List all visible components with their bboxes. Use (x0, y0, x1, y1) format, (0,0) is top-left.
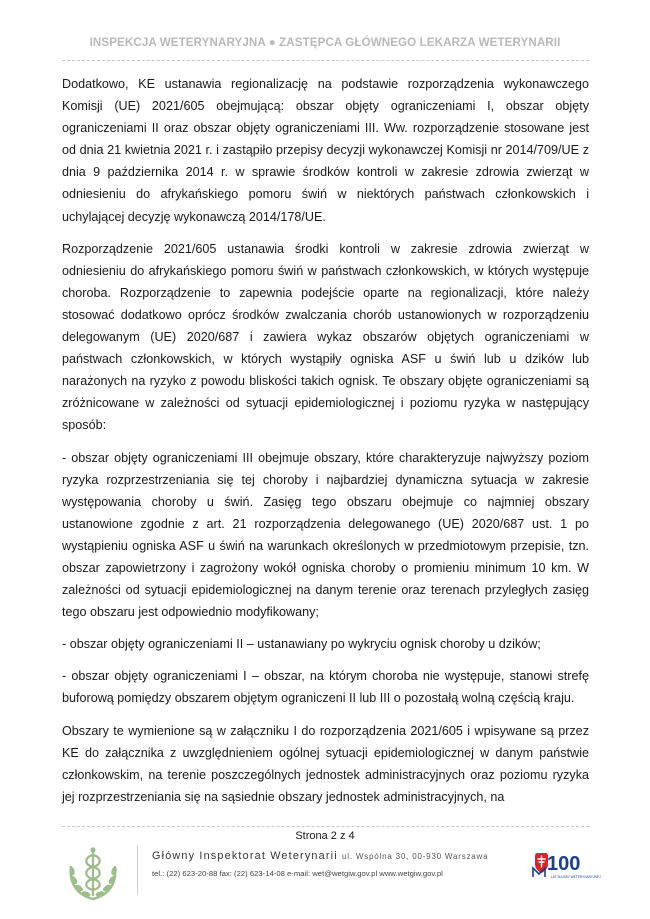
organization-name: Główny Inspektorat Weterynarii (152, 850, 338, 862)
100-years-veterinary-badge-icon (531, 850, 601, 882)
paragraph: - obszar objęty ograniczeniami II – ustanawiany po wykryciu ognisk choroby u dzików; (62, 637, 541, 652)
document-body (62, 73, 589, 818)
footer-organization (152, 850, 488, 862)
paragraph: Rozporządzenie 2021/605 ustanawia środki kontroli w zakresie zdrowia zwierząt w odniesieniu do afrykańskiego pomoru świń w państwach członkowskich, w których występuje choroba. Rozporządzenie to zapewnia podejście oparte na regionalizacji, które należy stosować dodatkowo oprócz środków zwalczania chorób ustanowionych w rozporządzeniu delegowanym (UE) 2020/687 i zawiera wykaz obszarów objętych ograniczeniami w państwach członkowskich, w których wystąpiły ogniska ASF u świń lub u dzików lub narażonych na ryzyko z powodu bliskości takich ognisk. Te obszary objęte ograniczeniami są zróżnicowane w zależności od sytuacji epidemiologicznej i poziomu ryzyka w następujący sposób: (62, 241, 589, 433)
paragraph: Dodatkowo, KE ustanawia regionalizację na podstawie rozporządzenia wykonawczego Komisji (UE) 2021/605 obejmującą: obszar objęty ograniczeniami I, obszar objęty ograniczeniami II oraz obszar objęty ograniczeniami III. Ww. rozporządzenie stosowane jest od dnia 21 kwietnia 2021 r. i zastąpiło przepisy decyzji wykonawczej Komisji nr 2014/709/UE z dnia 9 października 2014 r. w sprawie środków kontroli w zakresie zdrowia zwierząt w odniesieniu do afrykańskiego pomoru świń w niektórych państwach członkowskich i uchylającej decyzję wykonawczą 2014/178/UE. (62, 77, 589, 224)
veterinary-caduceus-laurel-icon (62, 843, 124, 905)
badge-caption: LAT SŁUŻBY WETERYNARYJNEJ (551, 875, 601, 879)
organization-address: ul. Wspólna 30, 00-930 Warszawa (342, 852, 489, 861)
header-divider (62, 60, 589, 61)
page-number: Strona 2 z 4 (295, 830, 355, 842)
page-header: INSPEKCJA WETERYNARYJNA ● ZASTĘPCA GŁÓWNEGO LEKARZA WETERYNARII (89, 36, 561, 49)
footer-contact: tel.: (22) 623-20-88 fax: (22) 623-14-08 e-mail: wet@wetgiw.gov.pl www.wetgiw.gov.pl (152, 869, 443, 878)
badge-number: 100 (547, 853, 581, 875)
footer-vertical-divider (137, 845, 138, 895)
paragraph: Obszary te wymienione są w załączniku I do rozporządzenia 2021/605 i wpisywane są przez KE do załącznika z uwzględnieniem ogólnej sytuacji epidemiologicznej w danym państwie członkowskim, na terenie poszczególnych jednostek administracyjnych oraz poziomu ryzyka jej rozprzestrzeniania się na sąsiednie obszary jednostek administracyjnych, na (62, 723, 589, 804)
paragraph: - obszar objęty ograniczeniami I – obszar, na którym choroba nie występuje, stanowi strefę buforową pomiędzy obszarem objętym ograniczeni II lub III o pozostałą wolną częścią kraju. (62, 669, 589, 706)
footer-divider (62, 826, 589, 827)
paragraph: - obszar objęty ograniczeniami III obejmuje obszary, które charakteryzuje najwyższy poziom ryzyka rozprzestrzeniania się tej choroby i najbardziej dynamiczna sytuacja w zakresie występowania choroby u świń. Zasięg tego obszaru obejmuje co najmniej obszary ustanowione zgodnie z art. 21 rozporządzenia delegowanego (UE) 2020/687 ust. 1 po wystąpieniu ogniska ASF u świń na warunkach określonych w przedmiotowym przepisie, tzn. obszar zapowietrzony i zagrożony wokół ogniska choroby o promieniu minimum 10 km. W zależności od sytuacji epidemiologicznej na danym terenie oraz terenach przyległych zasięg tego obszaru jest odpowiednio modyfikowany; (62, 450, 589, 620)
